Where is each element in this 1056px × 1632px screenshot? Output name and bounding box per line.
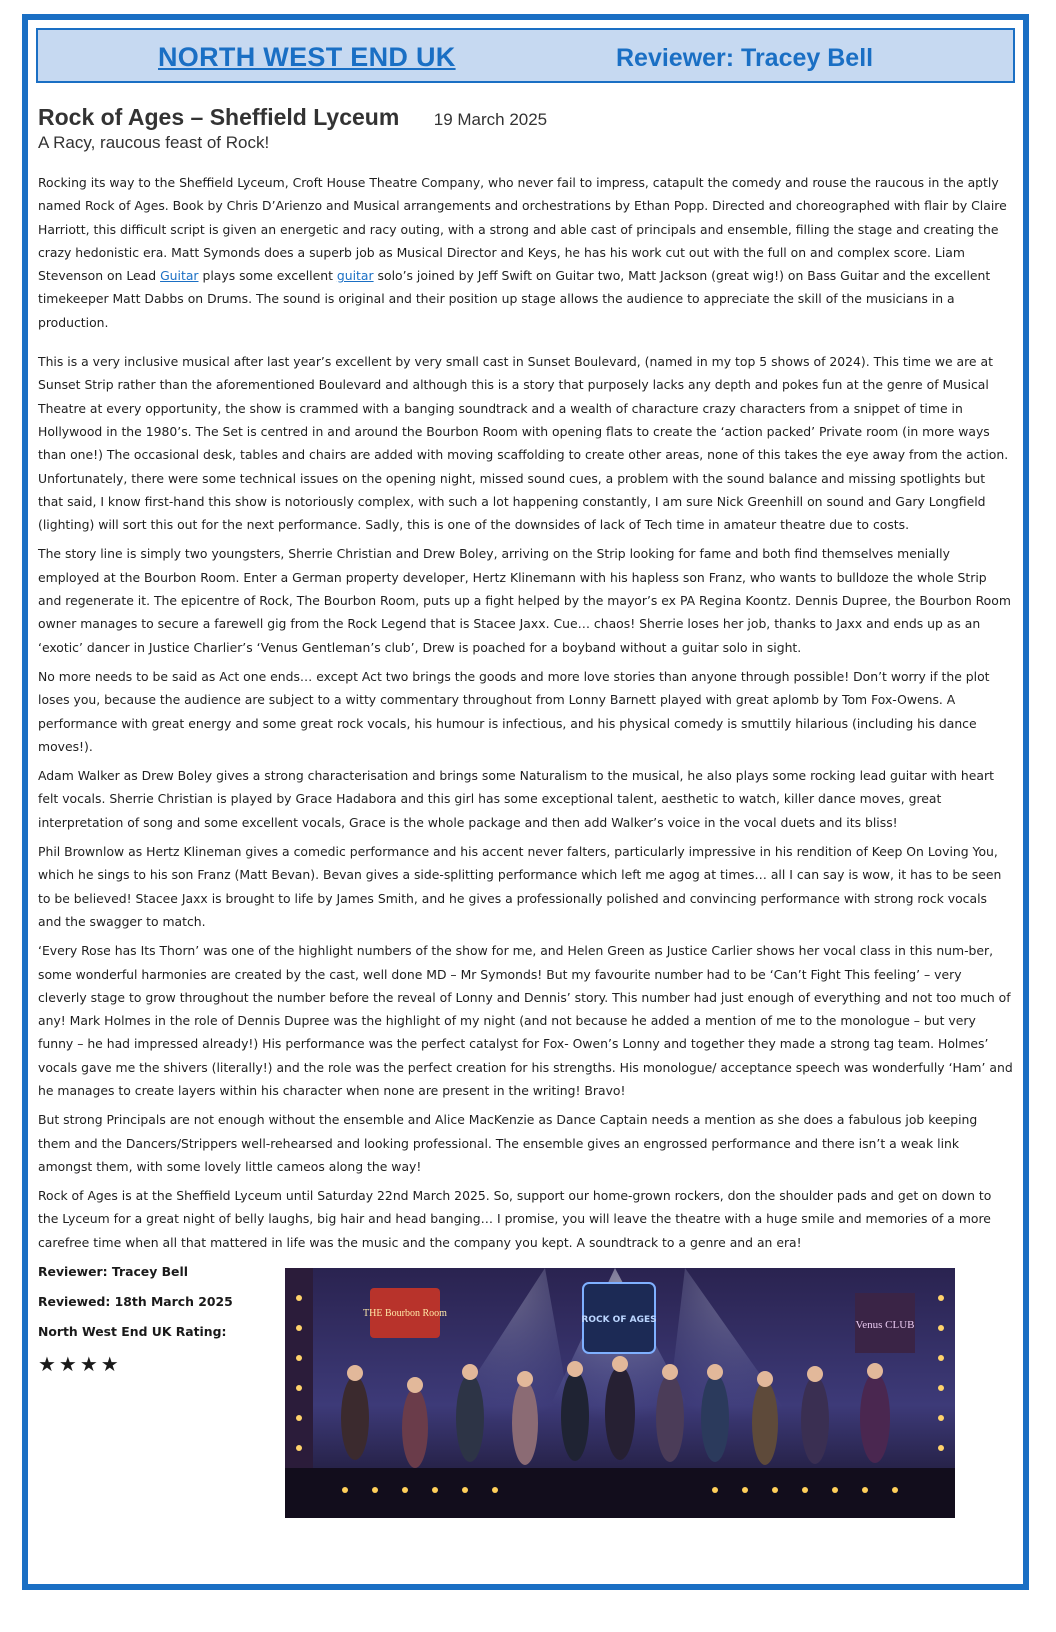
article-title: Rock of Ages – Sheffield Lyceum [38, 104, 400, 130]
guitar-link-2[interactable]: guitar [336, 268, 374, 284]
venus-club-sign-text: Venus CLUB [855, 1319, 915, 1332]
paragraph: But strong Principals are not enough without the ensemble and Alice MacKenzie as Dance Captain needs a mention as she does a fabulous job keeping them and the Dancers/Strippers well-rehearsed and looking professional. The ensemble gives an engrossed performance and there isn’t a weak link amongst them, with some lovely little cameos along the way! [38, 1112, 978, 1174]
paragraph: ‘Every Rose has Its Thorn’ was one of the highlight numbers of the show for me, and Helen Green as Justice Carlier shows her vocal class in this num-ber, some wonderful harmonies are created by the cast, well done MD – Mr Symonds! But my favourite number had to be ‘Can’t Fight This feeling’ – very cleverly stage to grow throughout the number before the reveal of Lonny and Dennis’ story. This number had just enough of everything and not too much of any! Mark Holmes in the role of Dennis Dupree was the highlight of my night (and not because he added a mention of me to the monologue – but very funny – he had impressed already!) His performance was the perfect catalyst for Fox- Owen’s Lonny and together they made a strong tag team. Holmes’ vocals gave me the shivers (literally!) and the role was the perfect creation for his strengths. His monologue/ acceptance speech was wonderfully ‘Ham’ and he manages to create layers within his character when none are present in the writing! Bravo! [38, 943, 1013, 1098]
article-date: 19 March 2025 [433, 110, 548, 129]
footer-reviewed-date: Reviewed: 18th March 2025 [38, 1294, 233, 1310]
article [38, 90, 1013, 1530]
paragraph-text: plays some excellent [198, 268, 337, 284]
rock-of-ages-logo-text: ROCK OF AGES [581, 1315, 657, 1326]
footer-rating-label: North West End UK Rating: [38, 1324, 227, 1340]
bourbon-room-sign-text: THE Bourbon Room [363, 1308, 447, 1320]
paragraph: No more needs to be said as Act one ends… except Act two brings the goods and more love stories than anyone through possible! Don’t worry if the plot loses you, because the audience are subject to a witty commentary throughout from Lonny Barnett played with great aplomb by Tom Fox-Owens. A performance with great energy and some great rock vocals, his humour is infectious, and his physical comedy is smuttily hilarious (including his dance moves!). [38, 668, 990, 754]
article-body [38, 171, 1013, 1254]
footer-reviewer: Reviewer: Tracey Bell [38, 1264, 188, 1280]
guitar-link[interactable]: Guitar [160, 268, 199, 284]
site-name-link[interactable]: NORTH WEST END UK [158, 42, 456, 72]
paragraph: The story line is simply two youngsters, Sherrie Christian and Drew Boley, arriving on the Strip looking for fame and both find themselves menially employed at the Bourbon Room. Enter a German property developer, Hertz Klinemann with his hapless son Franz, who wants to bulldoze the whole Strip and regenerate it. The epicentre of Rock, The Bourbon Room, puts up a fight helped by the mayor’s ex PA Regina Koontz. Dennis Dupree, the Bourbon Room owner manages to secure a farewell gig from the Rock Legend that is Stacee Jaxx. Cue… chaos! Sherrie loses her job, thanks to Jaxx and ends up as an ‘exotic’ dancer in Justice Charlier’s ‘Venus Gentleman’s club’, Drew is poached for a boyband without a guitar solo in sight. [38, 546, 1011, 655]
page-frame [22, 14, 1029, 1590]
paragraph: Rock of Ages is at the Sheffield Lyceum until Saturday 22nd March 2025. So, support our home-grown rockers, don the shoulder pads and get on down to the Lyceum for a great night of belly laughs, big hair and head banging… I promise, you will leave the theatre with a huge smile and memories of a more carefree time when all that mattered in life was the music and the company you kept. A soundtrack to a genre and an era! [38, 1188, 992, 1250]
header-banner [36, 28, 1015, 83]
article-subtitle: A Racy, raucous feast of Rock! [38, 133, 270, 152]
paragraph-text: solo’s joined by Jeff Swift on Guitar two, Matt Jackson (great wig!) on Bass Guitar and the excellent timekeeper Matt Dabbs on Drums. The sound is original and their position up stage allows the audience to appreciate the skill of the musicians in a production. [38, 268, 991, 330]
paragraph: This is a very inclusive musical after last year’s excellent by very small cast in Sunset Boulevard, (named in my top 5 shows of 2024). This time we are at Sunset Strip rather than the aforementioned Boulevard and although this is a story that purposely lacks any depth and pokes fun at the genre of Musical Theatre at every opportunity, the show is crammed with a banging soundtrack and a wealth of characture crazy characters from a snippet of time in Hollywood in the 1980’s. The Set is centred in and around the Bourbon Room with opening flats to create the ‘action packed’ Private room (in more ways than one!) The occasional desk, tables and chairs are added with moving scaffolding to create other areas, none of this takes the eye away from the action. Unfortunately, there were some technical issues on the opening night, missed sound cues, a problem with the sound balance and missing spotlights but that said, I know first-hand this show is notoriously complex, with such a lot happening constantly, I am sure Nick Greenhill on sound and Gary Longfield (lighting) will sort this out for the next performance. Sadly, this is one of the downsides of lack of Tech time in amateur theatre due to costs. [38, 354, 1009, 533]
stage-scene [285, 1268, 955, 1518]
review-footer [38, 1260, 1013, 1530]
paragraph [38, 171, 1013, 334]
paragraph: Adam Walker as Drew Boley gives a strong characterisation and brings some Naturalism to the musical, he also plays some rocking lead guitar with heart felt vocals. Sherrie Christian is played by Grace Hadabora and this girl has some exceptional talent, aesthetic to watch, killer dance moves, great interpretation of song and some excellent vocals, Grace is the whole package and then add Walker’s voice in the vocal duets and its bliss! [38, 768, 994, 830]
production-photo [285, 1268, 955, 1518]
title-row [38, 104, 1013, 131]
paragraph-text: Rocking its way to the Sheffield Lyceum, Croft House Theatre Company, who never fail to impress, catapult the comedy and rouse the raucous in the aptly named Rock of Ages. Book by Chris D’Arienzo and Musical arrangements and orchestrations by Ethan Popp. Directed and choreographed with flair by Claire Harriott, this difficult script is given an energetic and racy outing, with a strong and able cast of principals and ensemble, filling the stage and creating the crazy hedonistic era. Matt Symonds does a superb job as Musical Director and Keys, he has his work cut out with the full on and complex score. Liam Stevenson on Lead [38, 175, 1007, 284]
stage-floor [285, 1468, 955, 1518]
header-reviewer: Reviewer: Tracey Bell [616, 44, 874, 72]
star-rating-icon: ★★★★ [38, 1352, 122, 1377]
paragraph: Phil Brownlow as Hertz Klineman gives a comedic performance and his accent never falters, particularly impressive in his rendition of Keep On Loving You, which he sings to his son Franz (Matt Bevan). Bevan gives a side-splitting performance which left me agog at times… all I can say is wow, it has to be seen to be believed! Stacee Jaxx is brought to life by James Smith, and he gives a professionally polished and convincing performance with strong rock vocals and the swagger to match. [38, 844, 1002, 929]
review-meta [38, 1260, 233, 1382]
